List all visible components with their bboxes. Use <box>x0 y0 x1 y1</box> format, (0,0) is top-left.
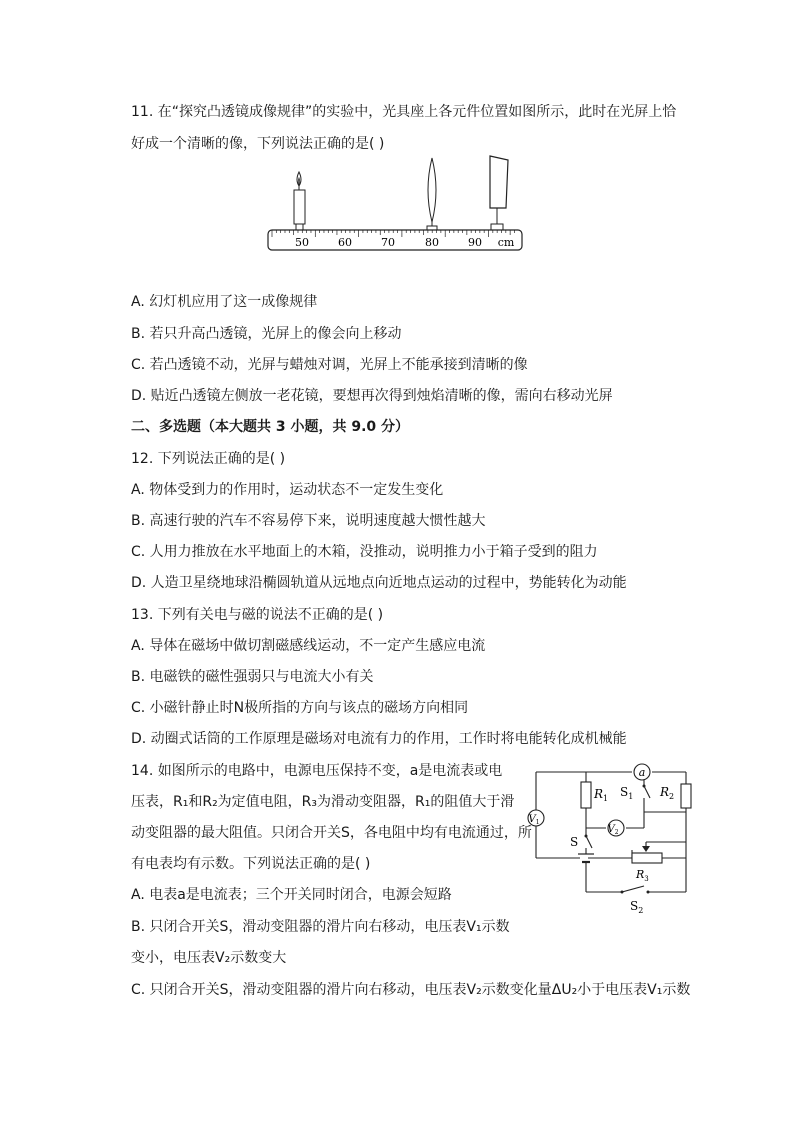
s2-label: $S_2$ <box>630 899 644 915</box>
q12-option-a: A. 物体受到力的作用时，运动状态不一定发生变化 <box>131 482 444 498</box>
s1-label: $S_1$ <box>620 785 634 801</box>
r1-label: $R_1$ <box>594 787 609 803</box>
tick-label-60: 60 <box>338 236 352 249</box>
unit-label: cm <box>497 236 515 249</box>
q13-option-c: C. 小磁针静止时N极所指的方向与该点的磁场方向相同 <box>131 700 469 716</box>
circuit-diagram <box>524 760 700 916</box>
q14-option-a: A. 电表a是电流表；三个开关同时闭合，电源会短路 <box>131 887 452 903</box>
resistor-r1 <box>581 782 591 808</box>
q13-option-a: A. 导体在磁场中做切割磁感线运动，不一定产生感应电流 <box>131 638 486 654</box>
q11-option-b: B. 若只升高凸透镜，光屏上的像会向上移动 <box>131 326 402 342</box>
q12-option-c: C. 人用力推放在水平地面上的木箱，没推动，说明推力小于箱子受到的阻力 <box>131 544 598 560</box>
meter-a-label: a <box>638 766 646 779</box>
q13-stem: 13. 下列有关电与磁的说法不正确的是( ) <box>131 607 384 623</box>
q12-stem: 12. 下列说法正确的是( ) <box>131 451 286 467</box>
q11-stem-line2: 好成一个清晰的像，下列说法正确的是( ) <box>131 136 385 152</box>
r2-label: $R_2$ <box>660 785 675 801</box>
r3-label: $R_3$ <box>636 868 649 883</box>
q14-stem-line1: 14. 如图所示的电路中，电源电压保持不变，a是电流表或电 <box>131 763 503 779</box>
q12-option-b: B. 高速行驶的汽车不容易停下来，说明速度越大惯性越大 <box>131 513 486 529</box>
q11-option-d: D. 贴近凸透镜左侧放一老花镜，要想再次得到烛焰清晰的像，需向右移动光屏 <box>131 388 613 404</box>
q11-stem-line1: 11. 在“探究凸透镜成像规律”的实验中，光具座上各元件位置如图所示，此时在光屏上恰 <box>131 104 677 120</box>
section-heading-multiple-choice: 二、多选题（本大题共 3 小题，共 9.0 分） <box>131 419 410 435</box>
rheostat-r3 <box>632 853 662 863</box>
q11-option-a: A. 幻灯机应用了这一成像规律 <box>131 294 318 310</box>
tick-label-50: 50 <box>295 236 309 249</box>
optical-bench-figure <box>262 150 528 256</box>
tick-label-80: 80 <box>425 236 439 249</box>
q11-option-c: C. 若凸透镜不动，光屏与蜡烛对调，光屏上不能承接到清晰的像 <box>131 357 528 373</box>
q14-option-c: C. 只闭合开关S，滑动变阻器的滑片向右移动，电压表V₂示数变化量ΔU₂小于电压表V₁示数 <box>131 982 691 998</box>
q14-stem-line4: 有电表均有示数。下列说法正确的是( ) <box>131 856 371 872</box>
q14-option-b-line1: B. 只闭合开关S，滑动变阻器的滑片向右移动，电压表V₁示数 <box>131 919 510 935</box>
candle <box>294 172 305 230</box>
s-label: S <box>570 835 579 849</box>
q12-option-d: D. 人造卫星绕地球沿椭圆轨道从远地点向近地点运动的过程中，势能转化为动能 <box>131 575 627 591</box>
q13-option-b: B. 电磁铁的磁性强弱只与电流大小有关 <box>131 669 374 685</box>
q14-stem-line2: 压表，R₁和R₂为定值电阻，R₃为滑动变阻器，R₁的阻值大于滑 <box>131 794 515 810</box>
resistor-r2 <box>681 784 691 808</box>
v1-label: $V_1$ <box>528 814 540 826</box>
switch-s2 <box>622 886 644 892</box>
convex-lens <box>427 158 437 230</box>
q14-option-b-line2: 变小，电压表V₂示数变大 <box>131 950 287 966</box>
light-screen <box>490 156 508 230</box>
tick-label-90: 90 <box>468 236 482 249</box>
q13-option-d: D. 动圈式话筒的工作原理是磁场对电流有力的作用，工作时将电能转化成机械能 <box>131 731 627 747</box>
tick-label-70: 70 <box>381 236 395 249</box>
v2-label: $V_2$ <box>607 824 619 836</box>
q14-stem-line3: 动变阻器的最大阻值。只闭合开关S，各电阻中均有电流通过，所 <box>131 825 532 841</box>
